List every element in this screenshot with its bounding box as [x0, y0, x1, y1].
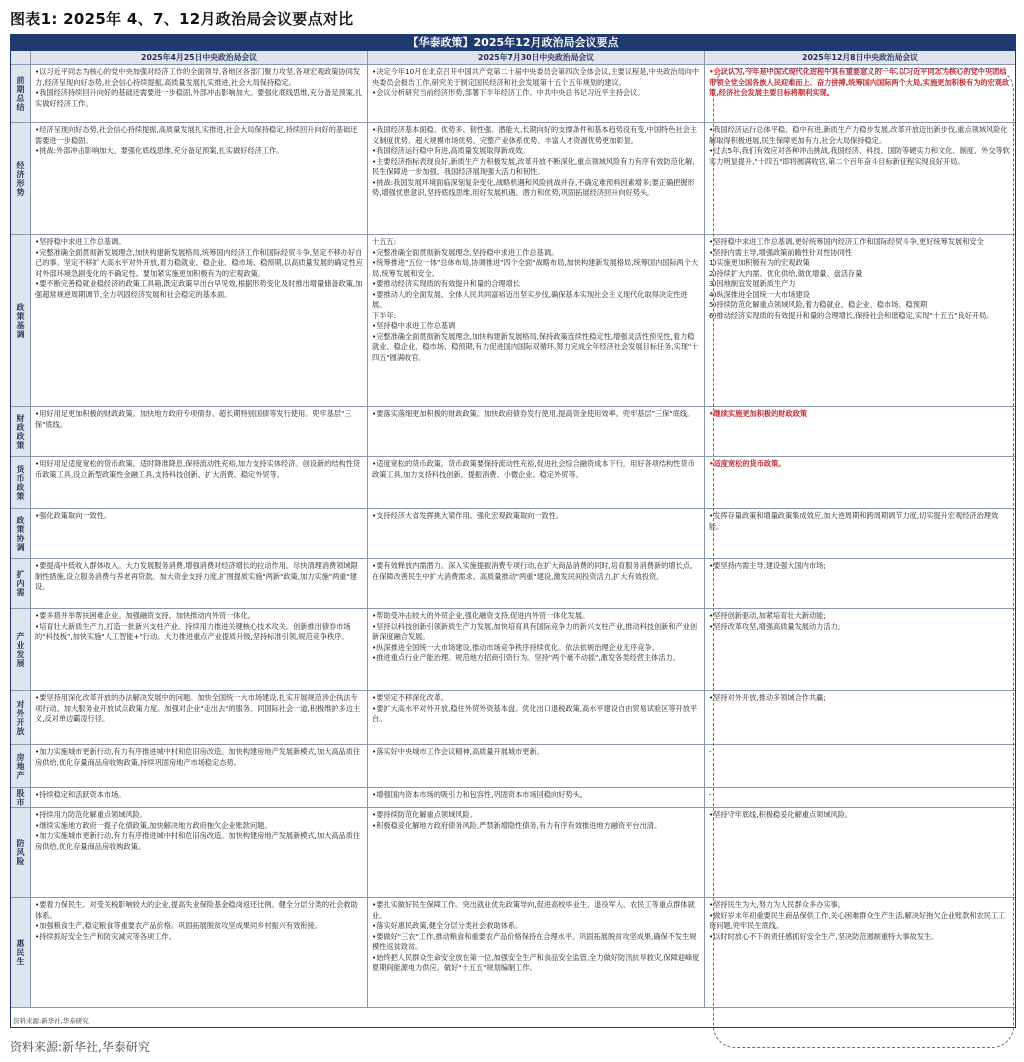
cell-item: •持续用力防范化解重点领域风险。: [35, 810, 148, 819]
table-cell: [368, 123, 705, 235]
table-cell: [705, 559, 1015, 609]
cell-item: •坚持创新驱动,加紧培育壮大新动能;: [709, 611, 826, 620]
cell-item: •要推动经济实现质的有效提升和量的合理增长: [372, 279, 520, 288]
cell-item: •落实好中央城市工作会议精神,高质量开展城市更新。: [372, 747, 544, 756]
table-cell: [705, 235, 1015, 407]
table-cell: [705, 407, 1015, 457]
cell-item: •用好用足更加积极的财政政策。加快地方政府专项债券、超长期特别国债等发行使用。兜牢基层"三保"底线。: [35, 409, 352, 429]
cell-item: •我国经济运行稳中有进,高质量发展取得新成效。: [372, 146, 530, 155]
cell-item: •始终把人民群众生命安全放在第一位,加强安全生产和食品安全监管,全力做好防汛抗旱救灾,保障迎峰度夏期间能源电力供应。做好"十五五"规划编制工作。: [372, 952, 700, 972]
cell-item: -: [709, 790, 712, 799]
table-cell: [705, 788, 1015, 808]
table-cell: [31, 65, 368, 123]
table-banner: 【华泰政策】2025年12月政治局会议要点: [11, 35, 1015, 51]
comparison-table: [10, 34, 1016, 1028]
cell-item: •继续实施地方政府一揽子化债政策,加快解决地方政府拖欠企业账款问题。: [35, 820, 272, 830]
row-label: 经济形势: [11, 123, 31, 235]
table-cell: [705, 609, 1015, 691]
cell-item: •要着力保民生。对受关税影响较大的企业,提高失业保险基金稳岗返还比例。健全分层分类的社会救助体系。: [35, 900, 358, 920]
figure-title: 图表1: 2025年 4、7、12月政治局会议要点对比: [10, 10, 354, 28]
table-cell: [31, 788, 368, 808]
table-cell: [368, 457, 705, 509]
cell-item: •积极稳妥化解地方政府债务风险,严禁新增隐性债务,有力有序有效推进地方融资平台出清。: [372, 820, 662, 830]
cell-item: •完整准确全面贯彻新发展理念,加快构建新发展格局,保持政策连续性稳定性,增强灵活性预见性,着力稳就业、稳企业、稳市场、稳预期,有力促进国内国际双循环,努力完成全年经济社会发展目标任务,实现"十四五"圆满收官。: [372, 331, 699, 362]
cell-item: •要有效释放内需潜力。深入实施提振消费专项行动,在扩大商品消费的同时,培育服务消费新的增长点。在保障改善民生中扩大消费需求。高质量推动"两重"建设,激发民间投资活力,扩大有效投资。: [372, 561, 698, 581]
cell-item: •加强粮食生产,稳定粮食等重要农产品价格。巩固拓展脱贫攻坚成果同乡村振兴有效衔接。: [35, 921, 322, 930]
table-cell: [31, 509, 368, 559]
cell-item: •纵深推进全国统一大市场建设,推动市场竞争秩序持续优化。依法依规治理企业无序竞争。: [372, 642, 659, 652]
table-cell: [705, 509, 1015, 559]
cell-item: •坚持稳中求进工作总基调。: [35, 237, 126, 246]
cell-item: •落实好惠民政策,健全分层分类社会救助体系。: [372, 921, 523, 930]
cell-item: •坚持稳中求进工作总基调,更好统筹国内经济工作和国际经贸斗争,更好统筹发展和安全: [709, 237, 984, 246]
cell-item: •我国经济基本面稳、优势多、韧性强、潜能大,长期向好的支撑条件和基本趋势没有变,中国特色社会主义制度优势、超大规模市场优势、完整产业体系优势、丰富人才资源优势更加彰显。: [372, 125, 698, 145]
cell-item: •以习近平同志为核心的党中央加强对经济工作的全面领导,各地区各部门聚力攻坚,各项宏观政策协同发力,经济呈现向好态势,社会信心持续提振,高质量发展扎实推进,社会大局保持稳定。: [35, 67, 361, 87]
table-cell: [31, 898, 368, 1008]
frame-source-note: 资料来源:新华社,华泰研究: [13, 1017, 89, 1025]
cell-item: -: [709, 747, 712, 756]
cell-item: •坚持内需主导,增强政策前瞻性针对性协同性: [709, 247, 853, 257]
cell-item: •坚持民生为大,努力为人民群众多办实事;: [709, 900, 841, 909]
row-label: 政策协调: [11, 509, 31, 559]
table-cell: [368, 65, 705, 123]
row-label: 股市: [11, 788, 31, 808]
cell-item: •决定今年10月在北京召开中国共产党第二十届中央委员会第四次全体会议,主要议程是,中央政治局向中央委员会报告工作,研究关于制定国民经济和社会发展第十五个五年规划的建议。: [372, 67, 700, 87]
column-header-december: 2025年12月8日中央政治局会议: [705, 51, 1015, 65]
table-cell: [368, 559, 705, 609]
cell-item: •我国经济持续回升向好的基础还需要进一步稳固,外部冲击影响加大。要强化底线思维,充分备足预案,扎实做好经济工作。: [35, 88, 363, 108]
cell-item: •坚持守牢底线,积极稳妥化解重点领域风险。: [709, 810, 853, 819]
cell-item: •主要经济指标表现良好,新质生产力积极发展,改革开放不断深化,重点领域风险有力有序有效防范化解,民生保障进一步加强。我国经济展现强大活力和韧性。: [372, 156, 695, 176]
table-cell: [31, 123, 368, 235]
cell-item: •坚持改革攻坚,增强高质量发展动力活力;: [709, 621, 841, 631]
row-label: 扩内需: [11, 559, 31, 609]
table-cell: [705, 457, 1015, 509]
table-cell: [705, 65, 1015, 123]
row-label: 货币政策: [11, 457, 31, 509]
row-label: 防风险: [11, 808, 31, 898]
cell-item: •支持经济大省发挥挑大梁作用。强化宏观政策取向一致性。: [372, 511, 564, 520]
cell-item: •帮助受冲击较大的外贸企业,强化融资支持,促进内外贸一体化发展。: [372, 611, 590, 620]
table-cell: [31, 609, 368, 691]
cell-item: •以时时放心不下的责任感抓好安全生产,坚决防范遏制重特大事故发生。: [709, 931, 939, 941]
cell-item: •统筹推进"五位一体"总体布局,协调推进"四个全面"战略布局,加快构建新发展格局,统筹国内国际两个大局,统筹发展和安全。: [372, 258, 699, 278]
cell-item: •适度宽松的货币政策。货币政策要保持流动性充裕,促进社会综合融资成本下行。用好各项结构性货币政策工具,加力支持科技创新、提振消费、小微企业、稳定外贸等。: [372, 459, 695, 479]
cell-item: •要扎实做好民生保障工作。突出就业优先政策导向,促进高校毕业生、退役军人、农民工等重点群体就业。: [372, 900, 695, 920]
cell-item: •加力实施城市更新行动,有力有序推进城中村和危旧房改造。加快构建房地产发展新模式,加大高品质住房供给,优化存量商品房收购政策,持续巩固房地产市场稳定态势。: [35, 747, 361, 767]
table-cell: [31, 235, 368, 407]
cell-item: •培育壮大新质生产力,打造一批新兴支柱产业。持续用力推进关键核心技术攻关。创新推出债券市场的"科技板",加快实施"人工智能+"行动。大力推进重点产业提质升级,坚持标准引领,规范竞争秩序。: [35, 621, 351, 641]
cell-item: •增强国内资本市场的吸引力和包容性,巩固资本市场回稳向好势头。: [372, 790, 587, 799]
column-header-july: 2025年7月30日中央政治局会议: [368, 51, 705, 65]
cell-item: •要做好"三农"工作,推动粮食和重要农产品价格保持在合理水平。巩固拓展脱贫攻坚成果,确保不发生规模性返贫致贫。: [372, 931, 697, 951]
cell-item: •过去5年,我们有效应对各种冲击挑战,我国经济、科技、国防等硬实力和文化、制度、外交等软实力明显提升,"十四五"即将圆满收官,第二个百年奋斗目标新征程实现良好开局。: [709, 146, 1010, 166]
cell-item: •强化政策取向一致性。: [35, 511, 112, 520]
table-cell: [368, 407, 705, 457]
cell-item: 6)推动经济实现质的有效提升和量的合理增长,保持社会和谐稳定,实现"十五五"良好开局。: [709, 310, 994, 320]
cell-item: •做好岁末年初重要民生商品保供工作,关心困难群众生产生活,解决好拖欠企业账款和农民工工资问题,兜牢民生底线。: [709, 910, 1006, 930]
table-cell: [368, 788, 705, 808]
page-source-note: 资料来源:新华社,华泰研究: [10, 1040, 150, 1054]
table-cell: [368, 509, 705, 559]
cell-item: •要扩大高水平对外开放,稳住外贸外资基本盘。优化出口退税政策,高水平建设自由贸易试验区等开放平台。: [372, 703, 698, 723]
cell-item: 下半年:: [372, 310, 396, 320]
cell-item: 4)纵深推进全国统一大市场建设: [709, 289, 810, 299]
row-label: 财政政策: [11, 407, 31, 457]
cell-item: •继续实施更加积极的财政政策: [709, 409, 808, 418]
cell-item: 3)因地制宜发展新质生产力: [709, 279, 796, 288]
cell-item: •要坚持内需主导,建设强大国内市场;: [709, 561, 826, 570]
row-label: 政策基调: [11, 235, 31, 407]
cell-item: •完整准确全面贯彻新发展理念,坚持稳中求进工作总基调。: [372, 247, 559, 257]
cell-item: •我国经济运行总体平稳、稳中有进,新质生产力稳步发展,改革开放迈出新步伐,重点领域风险化解取得积极进展,民生保障更加有力,社会大局保持稳定。: [709, 125, 1008, 145]
table-cell: [31, 407, 368, 457]
row-label: 前期总结: [11, 65, 31, 123]
table-cell: [368, 898, 705, 1008]
table-cell: [368, 235, 705, 407]
cell-item: •挑战:我国发展环境面临深刻复杂变化,战略机遇和风险挑战并存,不确定难预料因素增多;要正确把握形势,增强忧患意识,坚持底线思维,用好发展机遇、潜力和优势,巩固拓展经济回升向好势头。: [372, 177, 695, 197]
column-header-april: 2025年4月25日中央政治局会议: [31, 51, 368, 65]
table-cell: [31, 745, 368, 788]
cell-item: •适度宽松的货币政策。: [709, 459, 786, 468]
cell-item: 十五五:: [372, 237, 396, 246]
cell-item: •要持续防范化解重点领域风险。: [372, 810, 477, 819]
cell-item: •会议分析研究当前经济形势,部署下半年经济工作。中共中央总书记习近平主持会议。: [372, 88, 645, 97]
table-cell: [368, 691, 705, 745]
cell-item: •经济呈现向好态势,社会信心持续提振,高质量发展扎实推进,社会大局保持稳定,持续回升向好的基础还需要进一步稳固。: [35, 125, 358, 145]
row-label: 产业发展: [11, 609, 31, 691]
table-cell: [705, 898, 1015, 1008]
cell-item: •发挥存量政策和增量政策集成效应,加大逆周期和跨周期调节力度,切实提升宏观经济治理效能。: [709, 511, 999, 531]
cell-item: 2)持续扩大内需、优化供给,做优增量、盘活存量: [709, 268, 863, 278]
table-cell: [705, 808, 1015, 898]
cell-item: •要落实落细更加积极的财政政策。加快政府债券发行使用,提高资金使用效率。兜牢基层"三保"底线。: [372, 409, 695, 418]
corner-header: [11, 51, 31, 65]
cell-item: •要不断完善稳就业稳经济的政策工具箱,既定政策早出台早见效,根据形势变化及时推出增量储备政策,加强超常规逆周期调节,全力巩固经济发展和社会稳定的基本面。: [35, 279, 363, 299]
cell-item: •加力实施城市更新行动,有力有序推进城中村和危旧房改造。加快构建房地产发展新模式,加大高品质住房供给,优化存量商品房收购政策。: [35, 831, 361, 851]
cell-item: •用好用足适度宽松的货币政策。适时降准降息,保持流动性充裕,加力支持实体经济。创设新的结构性货币政策工具,设立新型政策性金融工具,支持科技创新、扩大消费、稳定外贸等。: [35, 459, 361, 479]
cell-item: •坚持对外开放,推动多领域合作共赢;: [709, 693, 826, 702]
table-cell: [31, 691, 368, 745]
cell-item: •推进重点行业产能治理。规范地方招商引资行为。坚持"两个毫不动摇",激发各类经营主体活力。: [372, 653, 680, 662]
cell-item: •坚持以科技创新引领新质生产力发展,加快培育具有国际竞争力的新兴支柱产业,推动科技创新和产业创新深度融合发展。: [372, 621, 698, 641]
cell-item: •坚持稳中求进工作总基调: [372, 321, 456, 330]
cell-item: •要提高中低收入群体收入。大力发展服务消费,增强消费对经济增长的拉动作用。尽快清理消费领域限制性措施,设立服务消费与养老再贷款。加大资金支持力度,扩围提质实施"两新"政策,加力实施"两重"建设。: [35, 561, 358, 591]
row-label: 惠民生: [11, 898, 31, 1008]
cell-item: •要多措并举帮扶困难企业。加强融资支持。加快推动内外贸一体化。: [35, 611, 255, 620]
table-cell: [31, 559, 368, 609]
table-cell: [705, 745, 1015, 788]
table-cell: [368, 808, 705, 898]
cell-item: •完整准确全面贯彻新发展理念,加快构建新发展格局,统筹国内经济工作和国际经贸斗争,坚定不移办好自己的事。坚定不移扩大高水平对外开放,着力稳就业、稳企业、稳市场、稳预期,以高质量发展的确定性应对外部环境急剧变化的不确定性。要加紧实施更加积极有为的宏观政策。: [35, 247, 364, 278]
table-cell: [368, 609, 705, 691]
cell-item: •要推动人的全面发展、全体人民共同富裕迈出坚实步伐,确保基本实现社会主义现代化取得决定性进展。: [372, 289, 688, 309]
cell-item: •会议认为,今年是中国式现代化进程中具有重要意义的一年,以习近平同志为核心的党中央团结带领全党全国各族人民迎难而上、奋力拼搏,统筹国内国际两个大局,实施更加积极有为的宏观政策,经济社会发展主要目标将顺利实现。: [709, 67, 1010, 97]
table-cell: [368, 745, 705, 788]
table-cell: [31, 808, 368, 898]
row-label: 房地产: [11, 745, 31, 788]
cell-item: •持续抓好安全生产和防灾减灾等各项工作。: [35, 931, 176, 941]
cell-item: •挑战:外部冲击影响加大。要强化底线思维,充分备足预案,扎实做好经济工作。: [35, 146, 284, 155]
table-cell: [705, 123, 1015, 235]
row-label: 对外开放: [11, 691, 31, 745]
table-cell: [31, 457, 368, 509]
cell-item: •持续稳定和活跃资本市场。: [35, 790, 126, 799]
cell-item: 1)实施更加积极有为的宏观政策: [709, 258, 810, 267]
cell-item: •要坚定不移深化改革。: [372, 693, 449, 702]
cell-item: •要坚持用深化改革开放的办法解决发展中的问题。加快全国统一大市场建设,扎实开展规范涉企执法专项行动。加大服务业开放试点政策力度。加强对企业"走出去"的服务。同国际社会一道,积极维护多边主义,反对单边霸凌行径。: [35, 693, 361, 723]
cell-item: 5)持续防范化解重点领域风险,着力稳就业、稳企业、稳市场、稳预期: [709, 300, 928, 309]
table-cell: [705, 691, 1015, 745]
